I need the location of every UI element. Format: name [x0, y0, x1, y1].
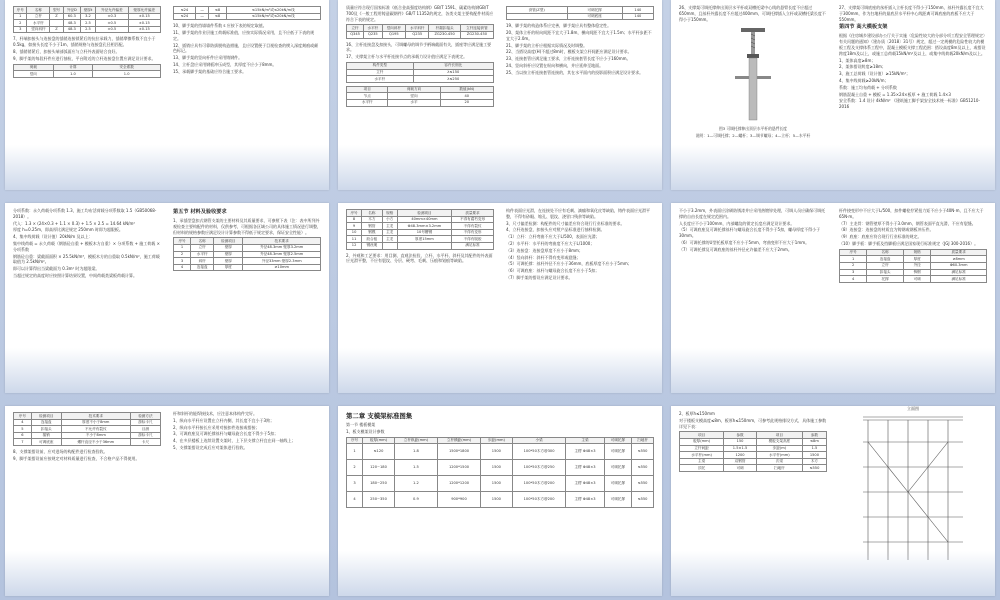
table-row: 水平杆(mm) 1200 水平杆(mm) 1500 — [680, 452, 827, 459]
paragraph: 14、立杆盘应采用钢板冲压成型，其厚度不应小于8mm。 — [173, 61, 277, 67]
table-header: 外径允许偏差 — [96, 7, 128, 14]
page-5-left-column — [346, 207, 494, 265]
page-2-left-column — [346, 4, 494, 110]
table-row: 7 可调底座 螺杆直径不小于36mm 卡尺 — [14, 439, 161, 446]
page-1-height-table — [173, 6, 321, 20]
table-header: 序号 — [14, 7, 27, 14]
page-4-right-column — [173, 207, 321, 274]
table-row: 水平杆 λ≤250 — [347, 76, 494, 83]
paragraph: 2、纵向水平杆接长应采用对接扣件连接或搭接； — [173, 424, 260, 430]
paragraph: （10）脚手板：脚手板及挡脚板应满足国家现行标准规定（JGJ 300-2016）。 — [839, 240, 979, 246]
paragraph: 2、板厚h≤150mm — [679, 411, 715, 416]
page-6-right-column — [839, 207, 987, 286]
paragraph: 当超过规定的高度时应按照计算结果设置，中间荷载类梁板荷载计算。 — [13, 272, 137, 278]
table-header: 壁厚t — [80, 7, 95, 14]
chapter-title: 第二章 支模架标准图集 — [346, 412, 413, 420]
paragraph: 15、承载脚手架的基础应符合施工要求。 — [173, 68, 247, 74]
scaffold-elevation-figure — [853, 406, 973, 562]
table-row: 套管(Z型) 可调托撑 140 — [507, 7, 654, 14]
table-row: 立杆间距 1.5×1.5 步距(m) 1.5 — [680, 445, 827, 452]
table-row: 10 钢模 主龙 10号槽钢 不得有变形 — [347, 229, 494, 236]
table-header: 外径D — [63, 7, 80, 14]
paragraph: 25、当以按立杆连接套管连接的，其在水平面内的投影面积应满足设计要求。 — [506, 69, 644, 75]
paragraph: 不小于3.2mm，外表面应涂刷防锈漆并应采用热镀锌处理，可调人员应确保可调托撑的自由长度在规定范围内。 — [679, 208, 826, 219]
paragraph: 16、立杆连接盘及扣接头，可调螺母的调节手柄端截面有关，插座等应满足施工要求。 — [346, 41, 492, 53]
table-row: 4 托撑 可调 满足标准 — [840, 276, 987, 283]
section-subtitle: 1、板支模架设计参数 — [346, 428, 385, 434]
page-6-component-table: 序号 名称 规格 质量要求 1 连接盘 厚度 ≥8mm 2 立杆 外径 Φ60.3mm 3 扣接头 铸钢 满足标准 4 托撑 可调 满足标准 — [839, 249, 987, 283]
section-heading: 第五节 材料及验收要求 — [173, 209, 227, 215]
table-row: 板厚(mm) 150 模板支架高度 ≤8m — [680, 438, 827, 445]
table-row: 水平杆 水平 20 — [347, 99, 494, 106]
page-5-material-table: 序号 名称 规格 检测项目 质量要求 8 木方 小方 40mm×40mm 不得有腐朽变形 9 钢管 主龙 Φ48.3mm×3.2mm 不得有裂纹 10 钢模 主龙 10号槽钢 不得有变形 11 胶合板 主龙 厚度15mm 不得有脱胶 12 钢丝绳 满足标准 — [346, 209, 494, 250]
paragraph: 4、立杆连接盘，扣接头应对照产品标准进行抽样检测。 — [506, 227, 605, 233]
document-page-9 — [671, 406, 995, 596]
document-page-8 — [338, 406, 662, 596]
paragraph: 12、插销应具有可靠防拔脱构造措施，且应设置便于目视检查的楔入深度刻痕或颜色标记。 — [173, 42, 319, 54]
table-header: 壁厚允许偏差 — [128, 7, 160, 14]
table-row: 2 水平杆 壁厚 外径48.3mm 壁厚2.5mm — [174, 251, 321, 258]
table-row: 节点 竖向 40 — [347, 93, 494, 100]
paragraph: 9、脚手架的每段杆件应进行抽检，平台附近的立杆连接盘位置应满足设计要求。 — [13, 55, 156, 61]
table-row: 3 竖向斜杆 Z 48.3 2.5 ±0.5 ±0.15 — [14, 26, 161, 33]
document-page-6 — [671, 203, 995, 393]
table-row: 3 扣接头 铸钢 满足标准 — [840, 269, 987, 276]
paragraph: 11、脚手架的作业层施工荷载标准值，应按实际情况采用，且不应低于下表的规定。 — [173, 29, 315, 41]
page-8-content — [346, 410, 654, 511]
paragraph: 26、支撑架可调托撑伸出顶层水平杆或双槽托梁中心线的悬臂长度不应超过650mm，且丝杆外露长度不应超过400mm，可调托撑插入立杆或双槽托梁长度不得小于150mm。 — [679, 5, 826, 22]
table-row: 竖向 1.0 1.0 — [14, 71, 161, 78]
page-1-load-table: 荷载 计算 安全系数 竖向 1.0 1.0 — [13, 64, 161, 78]
table-row: 3 斜杆 壁厚 外径33mm 壁厚2.3mm — [174, 258, 321, 265]
page-2-support-table — [506, 6, 654, 20]
table-header: 型号 — [50, 7, 63, 14]
document-page-4 — [5, 203, 329, 393]
paragraph: 3、尺寸偏差检测：构配件的尺寸偏差应符合现行行业标准的要求。 — [506, 220, 625, 226]
paragraph: 9、脚手架搭设前应按规定对材料质量进行检查，不合格产品不得使用。 — [13, 455, 140, 461]
table-row: 2 120~180 1.5 1200*1500 1500 100*50木方@250 主楞 Φ48×3 可调托撑 ≤550 — [347, 460, 654, 476]
table-row: ≤24 — ≤8 ≤15kN/m²或≤20kN/m线 — [174, 13, 321, 20]
paragraph: 即可以计算得出当梁截面为 0.3m² 时为超限梁。 — [13, 266, 100, 272]
page-2-material-table: 立杆 水平杆 竖向斜杆 水平斜杆 杆端扣接头 立杆连接套管 Q345 Q235 Q195 Q235 ZG230-450 ZG230-450 — [346, 24, 494, 38]
table-row: 主梁 双钢管 次梁 木方 — [680, 458, 827, 465]
paragraph: （6）可调底座：丝杆与螺母旋合长度不应小于5扣； — [506, 268, 600, 274]
paragraph: 杆和斜杆的能焊接技术，应注意本体构件完好。 — [173, 411, 257, 416]
page-fade-overlay — [5, 551, 329, 596]
page-fade-overlay — [671, 348, 995, 393]
page-5-right-column — [506, 207, 654, 282]
page-2-slenderness-table: 构件类型 容许长细比 立杆 λ≤150 水平杆 λ≤250 — [346, 62, 494, 83]
paragraph: 对于楼板支模高度≤8m，板厚h≤150mm，可参考此规格排设方式，具体施工参数详见下表： — [679, 417, 827, 429]
page-9-left-column — [679, 410, 827, 475]
paragraph: 5、支撑架搭设完成后应对架体进行验收。 — [173, 444, 248, 450]
table-row: 1 立杆 壁厚 外径48.3mm 壁厚3.2mm — [174, 244, 321, 251]
paragraph: （1）立杆：立杆弯曲不应大于L/500，表面应光滑； — [506, 234, 600, 240]
page-7-left-column — [13, 410, 161, 463]
paragraph: 20、架体立杆的纵向间距不宜大于1.8m，横向间距不宜大于1.5m；水平杆步距不宜大于2.0m。 — [506, 29, 652, 41]
page-fade-overlay — [5, 348, 329, 393]
table-row: 8 木方 小方 40mm×40mm 不得有腐朽变形 — [347, 216, 494, 223]
paragraph: 厚度 h=0.25m，即高厚比满足规定 250mm 时即为超限板。 — [13, 227, 123, 233]
paragraph: 8、支撑架搭设前，应对进场的构配件进行检查验收。 — [13, 448, 108, 454]
paragraph: 代入：1.3 × (24×0.3 + 1.1 × 0.3) + 1.5 × 2.5 = 14.64 kN/m² — [13, 220, 135, 226]
paragraph: 质量应符合现行国家标准《低合金高强度结构钢》GB/T 1591、碳素结构钢GB/T 700及《一般工程用铸造碳钢件》GB/T 11352的规定，各类支架主要构配件材质应符合下表的规定。 — [346, 5, 494, 22]
table-row: 1 立杆 Z 60.3 3.2 ±0.3 ±0.15 — [14, 13, 161, 20]
table-row: Q345 Q235 Q195 Q235 ZG230-450 ZG230-450 — [347, 31, 494, 38]
document-page-3 — [671, 0, 995, 190]
paragraph: 10、脚手架的挡墙墙件系数 s 应按下表的规定取值。 — [173, 23, 267, 29]
page-fade-overlay — [338, 348, 662, 393]
paragraph: （9）底座：底座应符合现行行业标准的规定。 — [839, 234, 922, 240]
paragraph: 2、外观和工艺要求：用目测、直观法检验，立杆、水平杆、斜杆及其配件的外表面应光滑平整，不应有裂纹、分层、硬弯、毛刺、压痕和划痕等缺陷。 — [346, 252, 493, 264]
table-row: 5 扣接头 不允许有裂纹 目测 — [14, 426, 161, 433]
paragraph: （7）可调托撑及可调底座的丝杆外径允许偏差不应大于2mm。 — [679, 246, 792, 252]
adjustable-support-figure — [733, 24, 773, 124]
paragraph: 21、脚手架的立杆应根据实际情况及时调整。 — [506, 42, 588, 48]
paragraph: 分项系数：永久荷载分项系数 1.3，施工均布活荷载分项系数取 1.5（GB50068-2018）。 — [13, 208, 157, 219]
page-4-material-check-table: 序号 名称 检测项目 技术要求 1 立杆 壁厚 外径48.3mm 壁厚3.2mm 2 水平杆 壁厚 外径48.3mm 壁厚2.5mm 3 斜杆 壁厚 外径33mm 壁厚2.3mm 4 连接盘 厚度 ≥10mm — [173, 237, 321, 271]
paragraph: （5）可调托撑：丝杆外径不应小于36mm，底板厚度不应小于5mm； — [506, 261, 632, 267]
figure-legend: 说明：1—可调托撑；2—螺杆；3—调节螺母；4—立杆；5—水平杆 — [695, 133, 811, 139]
section-heading: 第四节 高大模板支架 — [839, 24, 888, 31]
paragraph: 23、连接套管应满足施工要求，立杆连接套管长度不应小于160mm。 — [506, 56, 631, 62]
paragraph: 19、脚手架的构造体系应完善，脚手架应具有整体稳定性。 — [506, 23, 612, 29]
section-subtitle: 第一节 楼板模架 — [346, 422, 376, 427]
paragraph: 17、支撑架立杆与水平杆连接节点的承载力设计值应满足下表规定。 — [346, 54, 468, 60]
scaffold-elevation-drawing — [853, 412, 973, 562]
document-page-1 — [5, 0, 329, 190]
table-row: 4 250~350 0.9 900*900 1500 100*50木方@200 主楞 Φ48×3 可调托撑 ≤550 — [347, 492, 654, 508]
paragraph: 13、脚手架的竖向杆件应采用铸钢件。 — [173, 55, 243, 61]
table-row: ≤24 — ≤8 ≤15kN/m²或≤20kN/m线 — [174, 7, 321, 14]
document-page-7 — [5, 406, 329, 596]
paragraph: 1、纵向水平杆应设置在立杆内侧，其长度不宜小于3跨； — [173, 417, 275, 423]
page-8-slab-param-table: 序号 板厚(mm) 立杆纵距(mm) 立杆横距(mm) 步距(mm) 小梁 主梁 可调托撑 扫地杆 1 ≤120 1.8 1500*1800 1500 100*50木方@300 主楞 Φ48×3 可调托撑 ≤550 2 120~180 1.5 1200*1500 1500 100*50木方@250 主楞 Φ48×3 可调托撑 ≤550 3 180~250 1.2 1200*1200 1500 100*50木方@200 主楞 Φ48×3 可调托撑 ≤550 4 250~350 0.9 900*900 1500 100*50木方@200 主楞 Φ48×3 可调托撑 ≤550 — [346, 437, 654, 509]
page-fade-overlay — [671, 145, 995, 190]
table-row: 2 水平杆 48.3 2.5 ±0.5 ±0.15 — [14, 20, 161, 27]
page-4-left-column — [13, 207, 161, 280]
paragraph: 4、集中线荷载（设计值）20kN/m 及以上： — [13, 234, 93, 240]
paragraph: （2）水平杆：水平杆的弯曲度不应大于L/1000； — [506, 240, 595, 246]
paragraph: 根据《住房城乡建设部办公厅关于实施〈危险性较大的分部分项工程安全管理规定〉有关问题的通知》（建办质〔2018〕31号）规定，超过一定规模的危险性较大的模板工程及支撑体系工程中，混凝土模板支撑工程范围：搭设高度8m及以上，或搭设跨度18m及以上，或施工总荷载15kN/m²及以上，或集中线荷载20kN/m及以上。 — [839, 33, 987, 56]
figure-caption: 图3 可调托撑伸出顶层水平杆的悬臂长度 — [718, 126, 788, 132]
paragraph: 4、在多层楼板上连续设置支架时，上下层支撑立杆宜在同一轴线上； — [173, 438, 296, 444]
table-row: 4 连接盘 厚度不小于8mm 游标卡尺 — [14, 419, 161, 426]
table-row: 4 连接盘 厚度 ≥10mm — [174, 264, 321, 271]
document-page-2 — [338, 0, 662, 190]
page-1-right-column — [173, 4, 321, 76]
table-row: 可调底座 140 — [507, 13, 654, 20]
page-3-left-column — [679, 4, 827, 140]
paragraph: 22、当搭设高度(H)不超过8m时，模板支架立杆间距应满足设计要求。 — [506, 49, 632, 55]
document-page-5 — [338, 203, 662, 393]
figure-label: 立面图 — [907, 406, 919, 411]
paragraph: （7）脚手架的搭设应满足设计要求。 — [506, 274, 573, 280]
page-fade-overlay — [5, 145, 329, 190]
paragraph: 钢筋混凝土自重 + 模板 = 1.35×24×板厚 + 施工荷载 1.4×3 — [839, 91, 951, 97]
paragraph: 集中线荷载 = 永久荷载（钢筋砼自重 + 模板木方自重）× 分项系数 + 施工荷载 × 分项系数 — [13, 240, 160, 252]
paragraph: 24、竖向斜杆应设置在纵向和横向，并应延伸至地面。 — [506, 62, 604, 68]
page-2-capacity-table: 项目 荷载方向 数值(kN) 节点 竖向 40 水平杆 水平 20 — [346, 86, 494, 107]
page-3-right-column — [839, 4, 987, 111]
paragraph: （6）可调托撑的U型托板厚度不应小于5mm，弯曲变形不应大于1mm。 — [679, 239, 810, 245]
table-row: 3 180~250 1.2 1200*1200 1500 100*50木方@200 主楞 Φ48×3 可调托撑 ≤550 — [347, 476, 654, 492]
paragraph: 1、架体高度≥8m； — [839, 57, 876, 63]
page-fade-overlay — [338, 145, 662, 190]
page-1-left-column — [13, 4, 161, 81]
adjustable-support-drawing — [733, 24, 773, 124]
paragraph: 7、杆端扣接头与连接盘的插销连接锁紧后的抗拉承载力，插销摩擦系数不宜小于0.5kg，如接头长度不小于1m，插销规格与连接盘孔径相匹配。 — [13, 36, 156, 48]
paragraph: （4）竖向斜杆：斜杆不得有变形或裂缝； — [506, 254, 581, 260]
paragraph: 构件表面应光滑，在连接处不应有毛刺、滴瘤和氧化皮等缺陷，铸件表面应光滑平整，不得有砂眼、缩孔、裂纹、浇冒口残余等缺陷。 — [506, 208, 650, 219]
table-row: 6 插销 不小于8mm 游标卡尺 — [14, 432, 161, 439]
page-7-right-column — [173, 410, 321, 452]
paragraph: 8、插销销紧后，扣接头端部弧面应与立杆外表面贴合良好。 — [13, 48, 120, 54]
page-2-right-column — [506, 4, 654, 77]
page-6-left-column — [679, 207, 827, 254]
paragraph: 3、可调底座及可调托撑丝杆与螺母旋合长度不得少于5扣； — [173, 431, 279, 437]
page-9-right-column — [839, 406, 987, 564]
page-7-inspection-table: 序号 检测项目 技术要求 检测方法 4 连接盘 厚度不小于8mm 游标卡尺 5 扣接头 不允许有裂纹 目测 6 插销 不小于8mm 游标卡尺 7 可调底座 螺杆直径不小于36mm 卡尺 — [13, 412, 161, 446]
table-row: 12 钢丝绳 满足标准 — [347, 242, 494, 249]
paragraph: 系数：施工均布荷载 + 分项系数 — [839, 84, 897, 90]
table-row: 11 胶合板 主龙 厚度15mm 不得有脱胶 — [347, 236, 494, 243]
paragraph: 钢筋砼自重：梁截面面积 × 25.5kN/m³，模板木方的自重取 0.5kN/m²，施工荷载取值为 2.5kN/m²。 — [13, 253, 160, 265]
paragraph: 4、集中线荷载≥20kN/m； — [839, 77, 889, 83]
paragraph: 27、支撑架可调底座的丝杆插入立杆长度不得小于150mm，丝杆外露长度不宜大于300mm，作为扫地杆的最底层水平杆中心线距离可调底座的底板不应大于550mm。 — [839, 5, 984, 22]
table-row: 1 连接盘 厚度 ≥8mm — [840, 256, 987, 263]
table-row: 立杆 λ≤150 — [347, 69, 494, 76]
table-row: 顶托 可调 扫地杆 ≤550 — [680, 465, 827, 472]
paragraph: 3、施工总荷载（设计值）≥15kN/m²； — [839, 71, 911, 77]
page-1-pipe-spec-table — [13, 6, 161, 33]
table-row: 9 钢管 主龙 Φ48.3mm×3.2mm 不得有裂纹 — [347, 223, 494, 230]
paragraph: （8）连接盘：连接盘的材质宜为铸钢或钢板冲压件。 — [839, 227, 934, 233]
paragraph: 人长度应不小于100mm，内部螺纹的锁定长度应满足设计要求。 — [679, 220, 795, 226]
paragraph: （3）连接盘：连接盘厚度不应小于8mm； — [506, 247, 583, 253]
table-row: 1 ≤120 1.8 1500*1800 1500 100*50木方@300 主楞 Φ48×3 可调托撑 ≤550 — [347, 444, 654, 460]
table-header: 名称 — [27, 7, 50, 14]
table-row: 2 立杆 外径 Φ60.3mm — [840, 262, 987, 269]
page-9-construction-param-table: 项目 参数 项目 参数 板厚(mm) 150 模板支架高度 ≤8m 立杆间距 1.5×1.5 步距(m) 1.5 水平杆(mm) 1200 水平杆(mm) 1500 主梁 双钢管 次梁 木方 顶托 可调 扫地杆 ≤550 — [679, 431, 827, 472]
paragraph: 杆件挠变形中不应大于L/500，扣件螺栓拧紧扭力矩不应小于40N·m，且不应大于65N·m。 — [839, 208, 984, 219]
paragraph: 1、承插型盘扣式钢管支架的主要材料及其质量要求，可参照下表（注：表中所列外观检查主要构配件的材料，仅供参考，可根据各区域公司的具体施工情况进行调整，但材料的规格参数应满足设计计算参数不得低于规定要求，保证安全性能）。 — [173, 218, 321, 235]
paragraph: （7）主龙骨：钢管壁厚不得小于3.0mm，钢管表面平直光滑，不应有裂缝。 — [839, 220, 976, 226]
paragraph: 2、架体搭设跨度≥18m； — [839, 64, 886, 70]
paragraph: （5）可调底座及可调托撑丝杆与螺母旋合长度不得少于5扣，螺母厚度不得小于30mm。 — [679, 227, 821, 239]
page-fade-overlay — [338, 551, 662, 596]
paragraph: 安全系数：1.4 设计 4kN/m² 《建筑施工脚手架安全技术统一标准》GB51210-2016 — [839, 98, 980, 110]
